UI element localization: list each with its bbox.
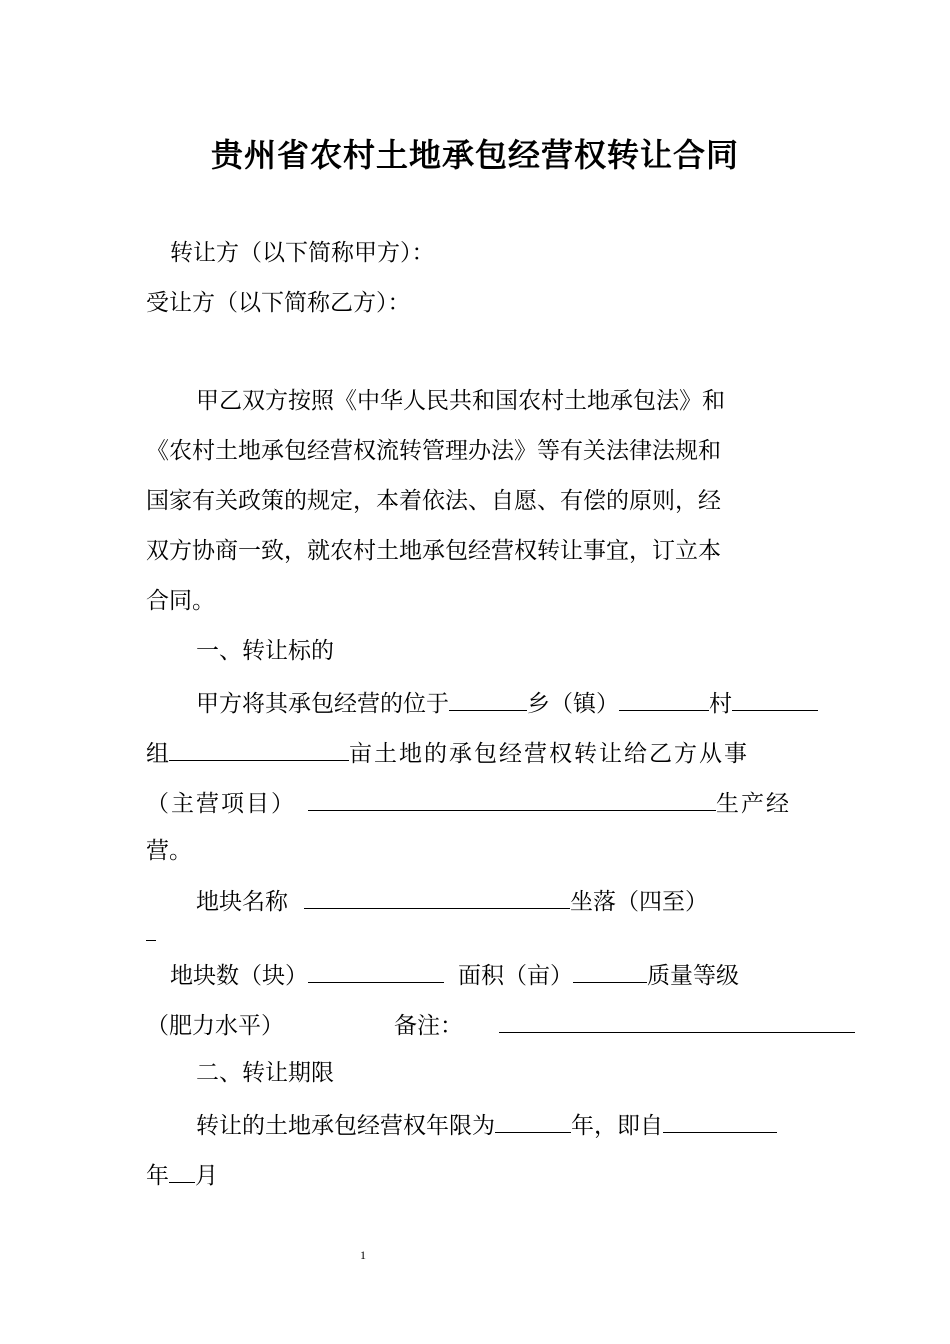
village-blank[interactable] [619, 686, 709, 711]
section1-line-2 [146, 736, 749, 769]
section2-heading: 二、转让期限 [196, 1060, 334, 1086]
group-label: 组 [146, 741, 169, 767]
section1-heading: 一、转让标的 [196, 638, 334, 664]
term-years-blank[interactable] [495, 1108, 571, 1133]
month-label: 月 [195, 1163, 218, 1189]
document-title: 贵州省农村土地承包经营权转让合同 [210, 136, 739, 174]
section1-line-1 [196, 686, 818, 719]
area-blank[interactable] [573, 958, 647, 983]
fertility-label: （肥力水平） [146, 1013, 284, 1039]
start-year-blank[interactable] [663, 1108, 777, 1133]
start-month-blank[interactable] [169, 1158, 195, 1183]
term-text: 转让的土地承包经营权年限为 [196, 1113, 495, 1139]
intro-line-4: 双方协商一致，就农村土地承包经营权转让事宜，订立本 [146, 538, 721, 564]
location-text: 甲方将其承包经营的位于 [196, 691, 449, 717]
location-label: 坐落（四至） [570, 889, 708, 915]
village-label: 村 [709, 691, 732, 717]
intro-line-1: 甲乙双方按照《中华人民共和国农村土地承包法》和 [196, 388, 725, 414]
transferee-line: 受让方（以下简称乙方）： [146, 290, 411, 316]
intro-line-2: 《农村土地承包经营权流转管理办法》等有关法律法规和 [146, 438, 721, 464]
plot-count-label: 地块数（块） [170, 963, 308, 989]
acreage-text: 亩土地的承包经营权转让给乙方从事 [349, 741, 749, 767]
area-label: 面积（亩） [458, 963, 573, 989]
intro-line-3: 国家有关政策的规定，本着依法、自愿、有偿的原则，经 [146, 488, 721, 514]
group-blank[interactable] [732, 686, 818, 711]
fertility-line [146, 1008, 855, 1041]
township-blank[interactable] [449, 686, 527, 711]
township-label: 乡（镇） [527, 691, 619, 717]
dangling-blank [146, 940, 156, 941]
intro-line-5: 合同。 [146, 588, 215, 614]
page-number: 1 [360, 1248, 366, 1262]
quality-label: 质量等级 [647, 963, 739, 989]
remark-blank[interactable] [499, 1008, 855, 1033]
transferor-line: 转让方（以下简称甲方）： [170, 240, 435, 266]
plot-name-blank[interactable] [304, 884, 570, 909]
term-from-text: 年，即自 [571, 1113, 663, 1139]
plot-count-line [170, 958, 739, 991]
plot-name-label: 地块名称 [196, 889, 288, 915]
plot-name-line [196, 884, 708, 917]
main-project-blank[interactable] [308, 786, 716, 811]
section1-line-3 [146, 786, 791, 819]
year-label: 年 [146, 1163, 169, 1189]
section2-line-1 [196, 1108, 777, 1141]
acreage-blank[interactable] [169, 736, 349, 761]
section1-line-4: 营。 [146, 838, 192, 864]
remark-label: 备注： [394, 1013, 463, 1039]
main-project-label: （主营项目） [146, 791, 296, 817]
production-text: 生产经 [716, 791, 791, 817]
plot-count-blank[interactable] [308, 958, 444, 983]
section2-line-2 [146, 1158, 218, 1191]
